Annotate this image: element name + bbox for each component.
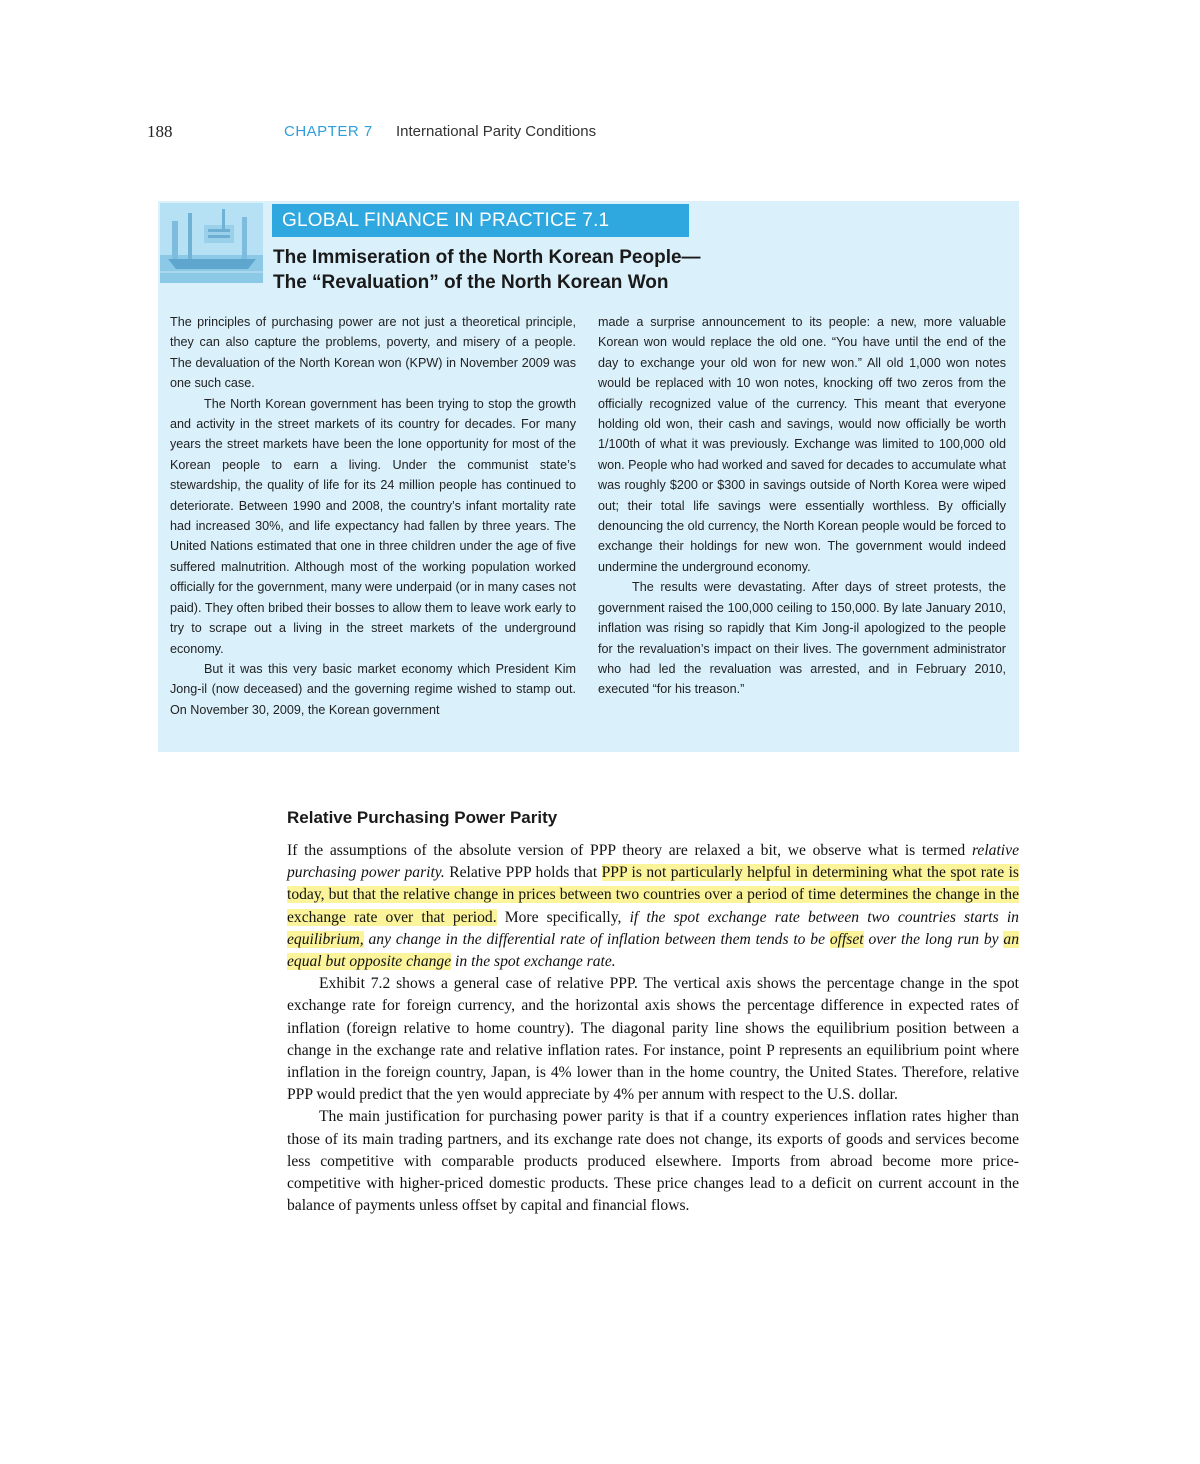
- text-span-italic: if the spot exchange rate between two countries starts in: [629, 908, 1019, 926]
- main-text: [287, 806, 1019, 1217]
- text-span-italic: relative purchasing power parity.: [287, 842, 1019, 882]
- body-paragraph: Exhibit 7.2 shows a general case of relative PPP. The vertical axis shows the percentage change in the spot exchange rate for foreign currency, and the horizontal axis shows the percentage difference in expected rates of inflation (foreign relative to home country). The diagonal parity line shows the equilibrium position between a change in the exchange rate and relative inflation rates. For instance, point P represents an equilibrium point where inflation in the foreign country, Japan, is 4% lower than in the home country, the United States. Therefore, relative PPP would predict that the yen would appreciate by 4% per annum with respect to the U.S. dollar.: [287, 975, 1019, 1104]
- box-title: [273, 245, 973, 295]
- body-paragraph: [287, 840, 1019, 973]
- running-header: [0, 122, 1200, 144]
- box-paragraph: The results were devastating. After days of street protests, the government raised the 100,000 ceiling to 150,000. By late January 2010, inflation was rising so rapidly that Kim Jong-il apologized to the people for the revaluation’s impact on their lives. The government administrator who had led the revaluation was arrested, and in February 2010, executed “for his treason.”: [598, 580, 1006, 697]
- highlighted-text: equilibrium,: [287, 930, 364, 948]
- box-paragraph: But it was this very basic market economy which President Kim Jong-il (now deceased) and the governing regime wished to stamp out. On November 30, 2009, the Korean government: [170, 661, 576, 717]
- global-finance-box: [158, 201, 1019, 752]
- section-heading: Relative Purchasing Power Parity: [287, 808, 558, 827]
- box-paragraph: The North Korean government has been trying to stop the growth and activity in the street markets of its country for decades. For many years the street markets have been the lone opportunity for most of the Korean people to earn a living. Under the communist state’s stewardship, the quality of life for its 24 million people has continued to deteriorate. Between 1990 and 2008, the country’s infant mortality rate had increased 30%, and life expectancy had fallen by three years. The United Nations estimated that one in three children under the age of five suffered malnutrition. Although most of the working population worked officially for the government, many were underpaid (or in many cases not paid). They often bribed their bosses to allow them to leave work early to try to scrape out a living in the street markets of the underground economy.: [170, 396, 576, 656]
- text-span-italic: any change in the differential rate of inflation between them tends to be: [363, 930, 830, 948]
- chapter-title: International Parity Conditions: [396, 123, 597, 140]
- body-paragraph: The main justification for purchasing power parity is that if a country experiences inflation rates higher than those of its main trading partners, and its exchange rate does not change, its exports of goods and services become less competitive with comparable products produced elsewhere. Imports from abroad become more price-competitive with higher-priced domestic products. These price changes lead to a deficit on current account in the balance of payments unless offset by capital and financial flows.: [287, 1108, 1019, 1215]
- box-title-line2: The “Revaluation” of the North Korean Won: [273, 272, 669, 293]
- box-title-line1: The Immiseration of the North Korean People—: [273, 247, 701, 268]
- highlighted-text: PPP is not particularly helpful in determining what the spot rate is today, but that the relative change in prices between two countries over a period of time determines the change in the exchange rate over that period.: [287, 864, 1020, 926]
- box-left-column: [170, 312, 576, 720]
- text-span-italic: in the spot exchange rate.: [451, 953, 616, 971]
- global-finance-label: GLOBAL FINANCE IN PRACTICE 7.1: [272, 204, 689, 237]
- chapter-label: CHAPTER 7: [284, 123, 373, 140]
- highlighted-text: offset: [829, 930, 864, 948]
- box-paragraph: made a surprise announcement to its people: a new, more valuable Korean won would replace the old one. “You have until the end of the day to exchange your old won for new won.” All old 1,000 won notes would be replaced with 10 won notes, knocking off two zeros from the officially recognized value of the currency. This meant that everyone holding old won, their cash and savings, would now officially be worth 1/100th of what it was previously. Exchange was limited to 100,000 old won. People who had worked and saved for decades to accumulate what was roughly $200 or $300 in savings outside of North Korea were wiped out; their total life savings were essentially worthless. By officially denouncing the old currency, the North Korean people would be forced to exchange their holdings for new won. The government would indeed undermine the underground economy.: [598, 315, 1006, 574]
- text-span: More specifically,: [496, 908, 630, 926]
- text-span-italic: over the long run by: [863, 930, 1004, 948]
- highlighted-text: an equal but opposite change: [287, 930, 1019, 971]
- page-number: 188: [147, 122, 173, 141]
- text-span: Relative PPP holds that: [444, 864, 602, 882]
- box-right-column: [598, 312, 1006, 700]
- box-paragraph: The principles of purchasing power are not just a theoretical principle, they can also capture the problems, poverty, and misery of a people. The devaluation of the North Korean won (KPW) in November 2009 was one such case.: [170, 315, 576, 391]
- ship-photo-image: [160, 203, 263, 283]
- text-span: If the assumptions of the absolute version of PPP theory are relaxed a bit, we observe what is termed: [287, 842, 972, 859]
